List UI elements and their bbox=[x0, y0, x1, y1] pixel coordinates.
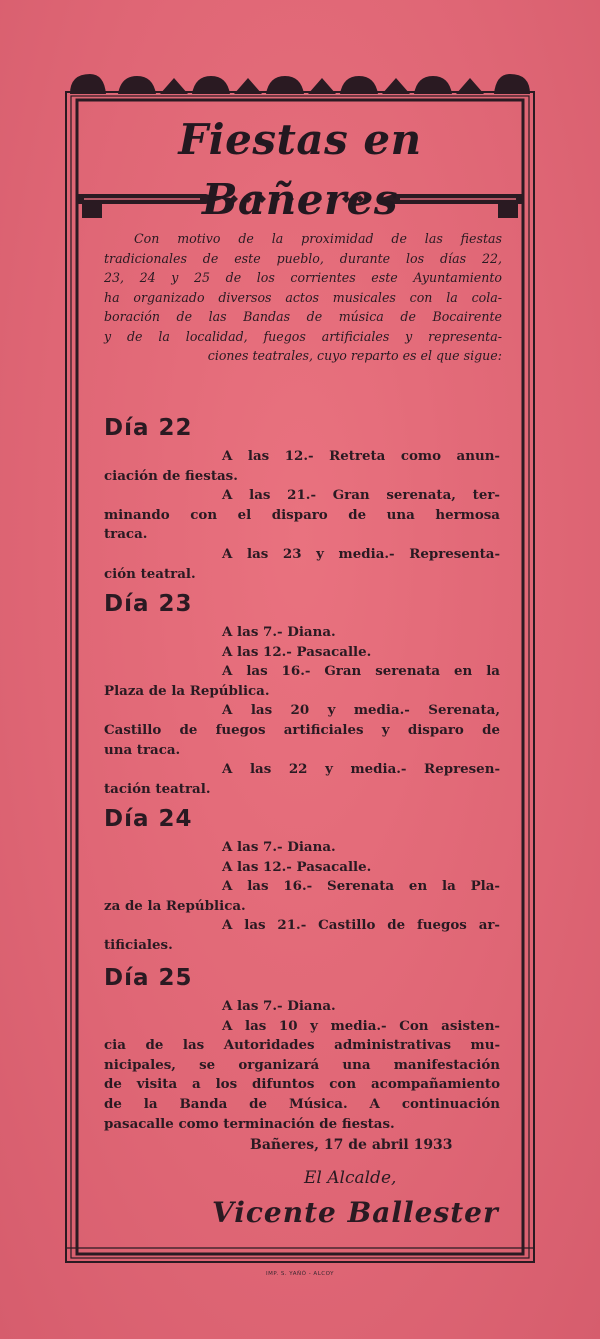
mayor-signature-name: Vicente Ballester bbox=[212, 1196, 499, 1229]
program-line: A las 21.- Castillo de fuegos ar- bbox=[222, 917, 500, 934]
program-line: A las 21.- Gran serenata, ter- bbox=[222, 487, 500, 504]
day-24-program bbox=[104, 838, 500, 956]
program-line: A las 10 y media.- Con asisten- bbox=[222, 1017, 500, 1034]
program-line: A las 20 y media.- Serenata, bbox=[222, 702, 500, 719]
intro-line: y de la localidad, fuegos artificiales y representa- bbox=[104, 328, 502, 344]
program-line: minando con el disparo de una hermosa bbox=[104, 506, 500, 523]
program-line: ciación de fiestas. bbox=[104, 467, 238, 484]
day-heading-23: Día 23 bbox=[104, 591, 193, 617]
intro-line: ciones teatrales, cuyo reparto es el que sigue: bbox=[207, 348, 502, 363]
intro-paragraph bbox=[104, 229, 502, 366]
poster-title: Fiestas en Bañeres bbox=[178, 115, 422, 224]
program-line: A las 12.- Pasacalle. bbox=[222, 858, 372, 875]
program-line: A las 7.- Diana. bbox=[222, 624, 336, 640]
program-line: de visita a los difuntos con acompañamiento bbox=[104, 1076, 500, 1093]
day-22-program bbox=[104, 447, 500, 584]
mayor-title: El Alcalde, bbox=[304, 1168, 397, 1188]
day-25-program bbox=[104, 997, 500, 1134]
program-line: A las 16.- Serenata en la Pla- bbox=[222, 878, 500, 895]
program-line: A las 7.- Diana. bbox=[222, 839, 336, 855]
program-line: pasacalle como terminación de fiestas. bbox=[104, 1115, 395, 1132]
intro-line: 23, 24 y 25 de los corrientes este Ayuntamiento bbox=[104, 270, 502, 285]
day-heading-22: Día 22 bbox=[104, 415, 193, 441]
program-line: A las 12.- Pasacalle. bbox=[222, 643, 372, 660]
program-line: A las 12.- Retreta como anun- bbox=[222, 448, 500, 464]
program-line: Castillo de fuegos artificiales y disparo de bbox=[104, 721, 500, 738]
program-line: una traca. bbox=[104, 741, 181, 758]
program-line: A las 16.- Gran serenata en la bbox=[222, 663, 500, 680]
program-line: tación teatral. bbox=[104, 780, 211, 797]
program-line: traca. bbox=[104, 526, 148, 543]
program-line: za de la República. bbox=[104, 897, 246, 914]
day-23-program bbox=[104, 623, 500, 799]
program-line: Plaza de la República. bbox=[104, 682, 270, 699]
program-line: A las 23 y media.- Representa- bbox=[222, 545, 500, 562]
day-heading-24: Día 24 bbox=[104, 806, 193, 832]
intro-line: ha organizado diversos actos musicales con la cola- bbox=[104, 289, 502, 305]
program-line: tificiales. bbox=[104, 936, 173, 953]
program-line: nicipales, se organizará una manifestación bbox=[104, 1056, 500, 1073]
program-line: ción teatral. bbox=[104, 565, 196, 582]
intro-line: boración de las Bandas de música de Bocairente bbox=[104, 309, 502, 324]
program-line: A las 22 y media.- Represen- bbox=[222, 761, 500, 778]
program-line: cia de las Autoridades administrativas mu- bbox=[104, 1037, 500, 1054]
program-line: A las 7.- Diana. bbox=[222, 998, 336, 1014]
intro-line: Con motivo de la proximidad de las fiestas bbox=[134, 231, 502, 246]
place-and-date: Bañeres, 17 de abril 1933 bbox=[250, 1137, 453, 1153]
day-heading-25: Día 25 bbox=[104, 965, 193, 991]
intro-line: tradicionales de este pueblo, durante los días 22, bbox=[104, 250, 502, 266]
program-line: de la Banda de Música. A continuación bbox=[104, 1095, 500, 1112]
printer-imprint: IMP. S. YAÑÓ - ALCOY bbox=[266, 1271, 334, 1277]
